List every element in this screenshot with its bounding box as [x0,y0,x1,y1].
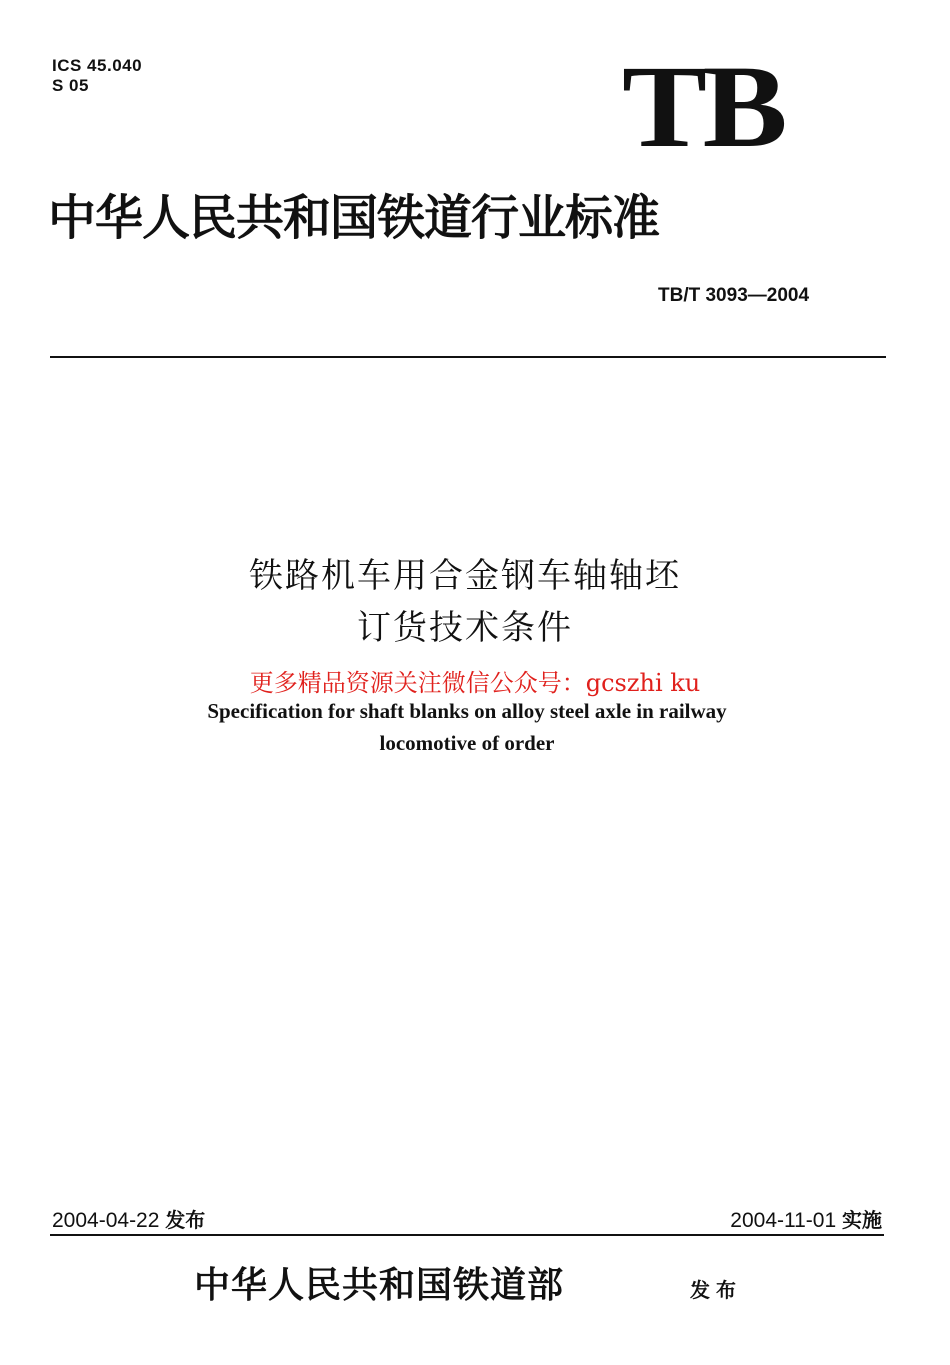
document-title-en-line1: Specification for shaft blanks on alloy steel axle in railway [207,699,727,723]
classification-codes [52,56,142,96]
document-title-cn-line1: 铁路机车用合金钢车轴轴坯 [249,556,681,596]
implement-date-label: 实施 [842,1208,882,1232]
implement-date-value: 2004-11-01 [730,1209,837,1232]
document-title-cn-line2: 订货技术条件 [357,608,573,648]
publisher-name: 中华人民共和国铁道部 [194,1264,565,1306]
publisher-suffix: 发布 [690,1278,742,1302]
document-title-en-line2: locomotive of order [379,731,555,755]
top-divider [50,356,886,358]
ics-code: ICS 45.040 [52,56,143,75]
tb-logo: TB [622,41,784,172]
standard-title: 中华人民共和国铁道行业标准 [48,190,660,246]
implement-date [730,1206,882,1235]
standard-number: TB/T 3093—2004 [658,285,810,306]
promo-text: 更多精品资源关注微信公众号：gcszhi ku [249,669,701,697]
issue-date-value: 2004-04-22 [52,1209,160,1232]
issue-date-label: 发布 [165,1208,206,1232]
issue-date [52,1206,205,1235]
bottom-divider [50,1234,884,1236]
ccs-code: S 05 [52,76,89,95]
